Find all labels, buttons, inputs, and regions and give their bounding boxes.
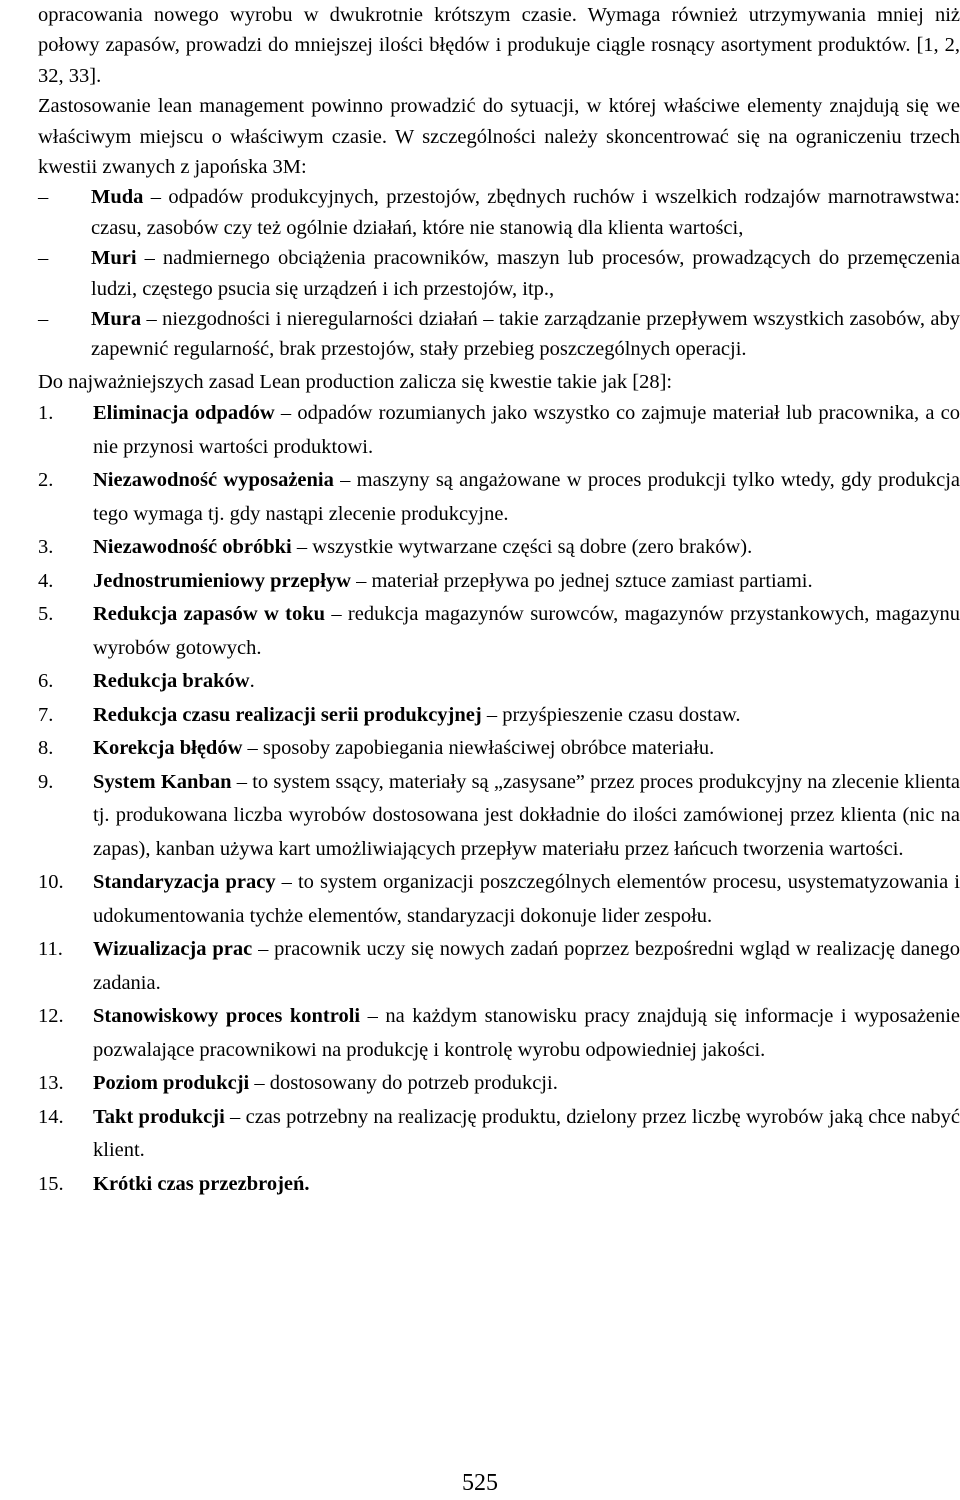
term: Muri: [91, 247, 137, 270]
list-item: [38, 1168, 960, 1202]
dash-marker: –: [38, 247, 49, 270]
list-item: [38, 243, 960, 304]
term: System Kanban: [93, 770, 232, 793]
page-number: 525: [462, 1470, 498, 1496]
description: – odpadów produkcyjnych, przestojów, zbędnych ruchów i wszelkich rodzajów marnotrawstwa: czasu, zasobów czy też ogólnie działań, które nie stanowią dla klienta wartości,: [91, 186, 960, 239]
dash-marker: –: [38, 186, 49, 209]
description: – nadmiernego obciążenia pracowników, maszyn lub procesów, prowadzących do przemęczenia ludzi, częstego psucia się urządzeń i ich przestojów, itp.,: [91, 247, 960, 300]
item-number: 14.: [38, 1105, 64, 1128]
term: Jednostrumieniowy przepływ: [93, 569, 351, 592]
item-number: 1.: [38, 402, 54, 425]
description: – to system ssący, materiały są „zasysane” przez proces produkcyjny na zlecenie klienta tj. produkowana liczba wyrobów dostosowana jest dokładnie do ilości zamówionej przez klienta (nic na zapas), kanban używa kart umożliwiających przepływ materiału przez łańcuch tworzenia wartości.: [93, 770, 960, 860]
item-number: 8.: [38, 737, 54, 760]
list-item: [38, 531, 960, 565]
description: – niezgodności i nieregularności działań – takie zarządzanie przepływem wszystkich zasobów, aby zapewnić regularność, brak przestojów, stały przebieg poszczególnych operacji.: [91, 308, 960, 361]
intro-text-1: opracowania nowego wyrobu w dwukrotnie krótszym czasie. Wymaga również utrzymywania mniej niż połowy zapasów, prowadzi do mniejszej ilości błędów i produkuje ciągle rosnący asortyment produktów. [1, 2, 32, 33].: [38, 4, 960, 87]
item-number: 15.: [38, 1172, 64, 1195]
term: Redukcja zapasów w toku: [93, 603, 325, 626]
list-item: [38, 598, 960, 665]
list-item: [38, 565, 960, 599]
description: – na każdym stanowisku pracy znajdują się informacje i wyposażenie pozwalające pracownikowi na produkcję i kontrolę wyrobu odpowiedniej jakości.: [93, 1005, 960, 1061]
term: Redukcja czasu realizacji serii produkcyjnej: [93, 703, 482, 726]
dash-marker: –: [38, 308, 49, 331]
item-number: 9.: [38, 770, 54, 793]
list-item: [38, 732, 960, 766]
description: – dostosowany do potrzeb produkcji.: [249, 1072, 558, 1095]
list-item: [38, 866, 960, 933]
list-item: [38, 933, 960, 1000]
list-item: [38, 182, 960, 243]
description: – sposoby zapobiegania niewłaściwej obróbce materiału.: [242, 737, 715, 760]
list-item: [38, 304, 960, 365]
item-number: 2.: [38, 469, 54, 492]
list-item: [38, 665, 960, 699]
list-item: [38, 1101, 960, 1168]
description: – odpadów rozumianych jako wszystko co zajmuje materiał lub pracownika, a co nie przynosi wartości produktowi.: [93, 402, 960, 458]
description: – przyśpieszenie czasu dostaw.: [481, 703, 741, 726]
item-number: 10.: [38, 871, 64, 894]
description: – czas potrzebny na realizację produktu, dzielony przez liczbę wyrobów jaką chce nabyć klient.: [93, 1105, 960, 1162]
term: Korekcja błędów: [93, 737, 243, 760]
description: – wszystkie wytwarzane części są dobre (zero braków).: [291, 536, 753, 559]
intro-paragraph: [38, 0, 960, 91]
term: Wizualizacja prac: [93, 938, 253, 961]
item-number: 11.: [38, 938, 63, 961]
list-item: [38, 1000, 960, 1067]
item-number: 13.: [38, 1072, 64, 1095]
description: .: [249, 670, 255, 693]
term: Muda: [91, 186, 144, 209]
list-item: [38, 464, 960, 531]
item-number: 7.: [38, 703, 54, 726]
term: Niezawodność wyposażenia: [93, 469, 334, 492]
item-number: 5.: [38, 603, 54, 626]
term: Eliminacja odpadów: [93, 402, 275, 425]
list-item: [38, 397, 960, 464]
list-item: [38, 699, 960, 733]
description: – maszyny są angażowane w proces produkcji tylko wtedy, gdy produkcja tego wymaga tj. gdy nastąpi zlecenie produkcyjne.: [93, 469, 960, 525]
description: – materiał przepływa po jednej sztuce zamiast partiami.: [350, 569, 813, 592]
term: Redukcja braków: [93, 670, 250, 693]
list-item: [38, 766, 960, 867]
3m-list: [38, 182, 960, 364]
lean-paragraph: [38, 91, 960, 182]
item-number: 3.: [38, 536, 54, 559]
term: Krótki czas przezbrojeń.: [93, 1172, 310, 1195]
intro-text-2: Zastosowanie lean management powinno prowadzić do sytuacji, w której właściwe elementy znajdują się we właściwym miejscu o właściwym czasie. W szczególności należy skoncentrować się na ograniczeniu trzech kwestii zwanych z japońska 3M:: [38, 95, 960, 179]
item-number: 4.: [38, 569, 54, 592]
principles-list: [38, 397, 960, 1201]
principles-lead: Do najważniejszych zasad Lean production zalicza się kwestie takie jak [28]:: [38, 370, 673, 393]
term: Stanowiskowy proces kontroli: [93, 1005, 361, 1028]
description: – pracownik uczy się nowych zadań poprzez bezpośredni wgląd w realizację danego zadania.: [93, 938, 960, 994]
item-number: 12.: [38, 1005, 64, 1028]
term: Standaryzacja pracy: [93, 871, 276, 894]
term: Poziom produkcji: [93, 1072, 250, 1095]
description: – redukcja magazynów surowców, magazynów przystankowych, magazynu wyrobów gotowych.: [93, 603, 960, 659]
item-number: 6.: [38, 670, 54, 693]
list-item: [38, 1067, 960, 1101]
description: – to system organizacji poszczególnych elementów procesu, usystematyzowania i udokumentowania tychże elementów, standaryzacji dokonuje lider zespołu.: [93, 871, 960, 927]
term: Niezawodność obróbki: [93, 536, 292, 559]
term: Takt produkcji: [93, 1105, 225, 1128]
term: Mura: [91, 308, 142, 331]
